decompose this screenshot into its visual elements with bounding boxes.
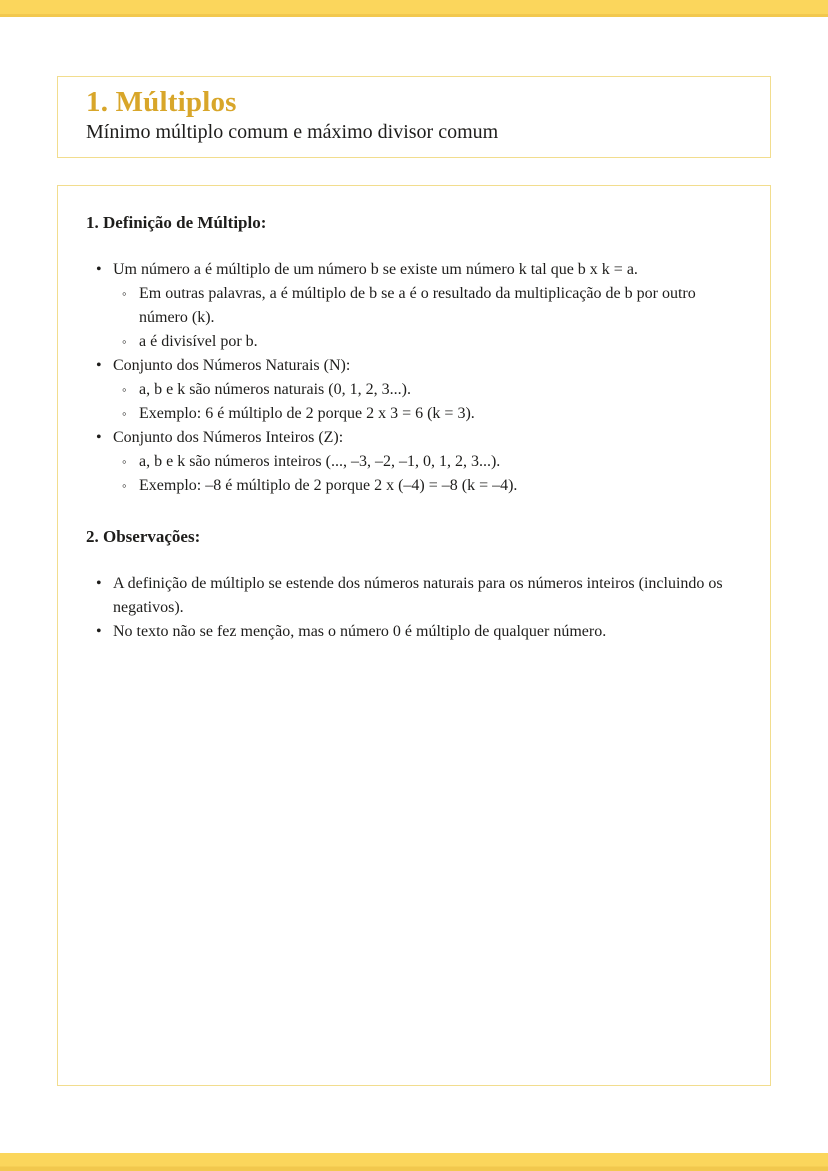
list-item-text: a é divisível por b. [139,333,258,350]
page-title: 1. Múltiplos [86,86,237,118]
list-item [122,330,740,354]
list-item [96,426,740,450]
list-item-text: Exemplo: –8 é múltiplo de 2 porque 2 x (–4) = –8 (k = –4). [139,477,518,494]
list-item-text: Conjunto dos Números Inteiros (Z): [113,429,344,446]
list-item [122,282,740,330]
bullet-icon: • [96,261,102,278]
list-item [96,572,740,620]
bullet-icon: • [96,429,102,446]
bullet-icon: • [96,575,102,592]
bullet-list [86,258,740,498]
page-subtitle: Mínimo múltiplo comum e máximo divisor comum [86,121,499,143]
list-item-text: a, b e k são números inteiros (..., –3, –2, –1, 0, 1, 2, 3...). [139,453,501,470]
list-item-text: a, b e k são números naturais (0, 1, 2, 3...). [139,381,411,398]
list-item [122,450,740,474]
circle-bullet-icon: ◦ [122,382,127,397]
list-item [96,354,740,378]
bullet-list [86,572,740,644]
section [86,212,740,498]
section-heading: 1. Definição de Múltiplo: [86,213,267,232]
list-item-text: No texto não se fez menção, mas o número 0 é múltiplo de qualquer número. [113,623,607,640]
list-item [96,258,740,282]
document-header [57,76,771,158]
circle-bullet-icon: ◦ [122,454,127,469]
section [86,526,740,644]
bullet-icon: • [96,357,102,374]
list-item-text: Um número a é múltiplo de um número b se existe um número k tal que b x k = a. [113,261,638,278]
list-item [122,378,740,402]
circle-bullet-icon: ◦ [122,286,127,301]
circle-bullet-icon: ◦ [122,478,127,493]
circle-bullet-icon: ◦ [122,406,127,421]
list-item [96,620,740,644]
section-heading: 2. Observações: [86,527,201,546]
sections-container [86,212,740,644]
list-item-text: Em outras palavras, a é múltiplo de b se a é o resultado da multiplicação de b por outro número (k). [139,285,696,326]
top-accent-bar [0,0,828,17]
document-body [57,185,771,1086]
circle-bullet-icon: ◦ [122,334,127,349]
bullet-icon: • [96,623,102,640]
list-item-text: Exemplo: 6 é múltiplo de 2 porque 2 x 3 = 6 (k = 3). [139,405,475,422]
bottom-accent-bar [0,1153,828,1171]
list-item-text: A definição de múltiplo se estende dos números naturais para os números inteiros (incluindo os negativos). [113,575,723,616]
list-item [122,402,740,426]
list-item-text: Conjunto dos Números Naturais (N): [113,357,351,374]
list-item [122,474,740,498]
